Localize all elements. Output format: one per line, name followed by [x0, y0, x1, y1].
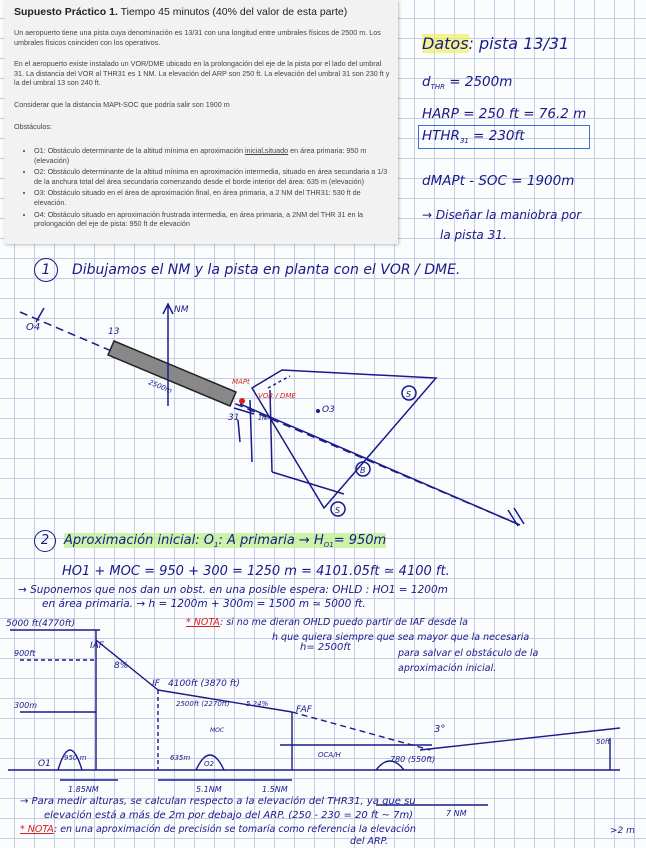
obstacle-o4: • O4: Obstáculo situado en aproximación frustrada intermedia, en área primaria, a 2NM del THR 31 en la prolongación del eje de pista: 950 ft de elevación	[34, 210, 394, 229]
data-harp: HARP = 250 ft = 76.2 m	[422, 106, 587, 122]
footer-gt2: >2 m	[610, 826, 635, 836]
faf-label: FAF	[296, 705, 312, 715]
s-bottom-label: S	[335, 506, 341, 515]
m950-label: 950 m	[64, 754, 87, 762]
three-degree-line	[420, 728, 620, 750]
o4-label: O4	[26, 322, 41, 333]
ft900-label: 900ft	[14, 649, 36, 658]
data-title: Datos: pista 13/31	[422, 34, 570, 53]
nota-3: para salvar el obstáculo de la	[398, 648, 539, 659]
rwy13-label: 13	[108, 327, 120, 337]
if-alt-label: 4100ft (3870 ft)	[168, 679, 240, 689]
moc-label: MOC	[210, 727, 225, 734]
nm15-label: 1.5NM	[262, 785, 288, 794]
deg3-label: 3°	[434, 724, 446, 735]
footer-nota: * NOTA: en una aproximación de precisión se tomaría como referencia la elevación	[20, 824, 416, 835]
calc-line: HO1 + MOC = 950 + 300 = 1250 m = 4101.05ft ≃ 4100 ft.	[62, 564, 450, 579]
b-label: B	[360, 466, 366, 475]
step-2-text: Aproximación inicial: $O_1$: A primaria → $H_{O1}= 950m$	[64, 533, 387, 549]
footer-line-2: elevación está a más de 2m por debajo del ARP. (250 - 230 = 20 ft ~ 7m)	[44, 810, 414, 821]
step-1-number: 1	[34, 258, 58, 282]
ft780-label: 780 (550ft)	[390, 755, 436, 764]
obstacle-o1: • O1: Obstáculo determinante de la altitud mínima en aproximación inicial,situado en área primaria: 950 m (elevación)	[34, 146, 394, 165]
h5000-label: 5000 ft(4770ft)	[6, 619, 76, 629]
ft2500-label: 2500ft (2270ft)	[176, 700, 230, 708]
nota-4: aproximación inicial.	[398, 663, 497, 674]
data-dmap: dMAPt - SOC = 1900m	[422, 173, 575, 189]
north-label: NM	[174, 305, 189, 315]
paragraph-2: En el aeropuerto existe instalado un VOR/DME ubicado en la prolongación del eje de la pista por el lado del umbral 31. La distancia del VOR al THR31 es 1 NM. La elevación del ARP son 250 ft. La elevación del umbral 31 son 230 ft y la del umbral 13 son 240 ft.	[14, 59, 390, 88]
footer-line-1: → Para medir alturas, se calculan respecto a la elevación del THR31, ya que su	[20, 796, 416, 807]
slope8-label: 8%	[114, 661, 129, 671]
nm7-label: 7 NM	[446, 809, 467, 818]
footer-line-4: del ARP.	[350, 836, 389, 847]
m300-label: 300m	[14, 701, 38, 710]
title-rest: Tiempo 45 minutos (40% del valor de esta parte)	[120, 6, 348, 18]
length-label: 2500m	[147, 378, 174, 396]
title-bold: Supuesto Práctico 1.	[14, 6, 118, 18]
mapt-label: MAPt	[232, 378, 250, 386]
nm185-label: 1.85NM	[68, 785, 99, 794]
one-nm-label: 1NM	[258, 415, 272, 422]
step-1-text: Dibujamos el NM y la pista en planta con el VOR / DME.	[72, 262, 461, 278]
o1-label: O1	[38, 759, 51, 769]
pct-label: 5.24%	[246, 700, 269, 708]
s-top-label: S	[406, 390, 412, 399]
m635-label: 635m	[170, 754, 191, 762]
o2-label: O2	[204, 760, 214, 768]
data-arrow-1: → Diseñar la maniobra por	[422, 208, 582, 222]
obstacles-heading: Obstáculos:	[14, 122, 52, 131]
o3-label: O3	[322, 405, 335, 415]
paragraph-3: Considerar que la distancia MAPt-SOC que podría salir son 1900 m	[14, 100, 230, 109]
paragraph-1: Un aeropuerto tiene una pista cuya denominación es 13/31 con una longitud entre umbrales físicos de 2500 m. Los umbrales físicos coinciden con los operativos.	[14, 28, 381, 47]
oca-label: OCA/H	[318, 751, 341, 759]
vor-label: VOR / DME	[258, 392, 296, 400]
suppose-line-1: → Suponemos que nos dan un obst. en una posible espera: OHLD : HO1 = 1200m	[18, 584, 448, 596]
suppose-line-2: en área primaria. → h = 1200m + 300m = 1500 m ≃ 5000 ft.	[42, 598, 366, 610]
nota-2: h que quiera siempre que sea mayor que la necesaria	[272, 632, 530, 643]
nm51-label: 5.1NM	[196, 785, 222, 794]
if-label: IF	[152, 679, 160, 689]
rwy31-label: 31	[228, 413, 240, 423]
ft50-label: 50ft	[596, 738, 611, 746]
data-arrow-2: la pista 31.	[440, 228, 507, 242]
iaf-label: IAF	[90, 641, 104, 651]
obstacle-o3: • O3: Obstáculo situado en el área de aproximación final, en área primaria, a 2 NM del THR31: 530 ft de elevación.	[34, 188, 394, 207]
obstacle-o2: • O2: Obstáculo determinante de la altitud mínima en aproximación intermedia, situado en área secundaria a 1/3 de la anchura total del área secundaria comenzando desde el borde interior del área: 635 m (elevación)	[34, 167, 394, 186]
nota-1: * NOTA: si no me dieran OHLD puedo partir de IAF desde la	[186, 617, 468, 628]
data-hthr: $HTHR_{31} = 230ft$	[422, 128, 525, 145]
data-dthr: $d_{THR} = 2500m$	[422, 74, 513, 91]
h2500-label: h= 2500ft	[300, 642, 351, 653]
step-2-number: 2	[34, 530, 56, 552]
